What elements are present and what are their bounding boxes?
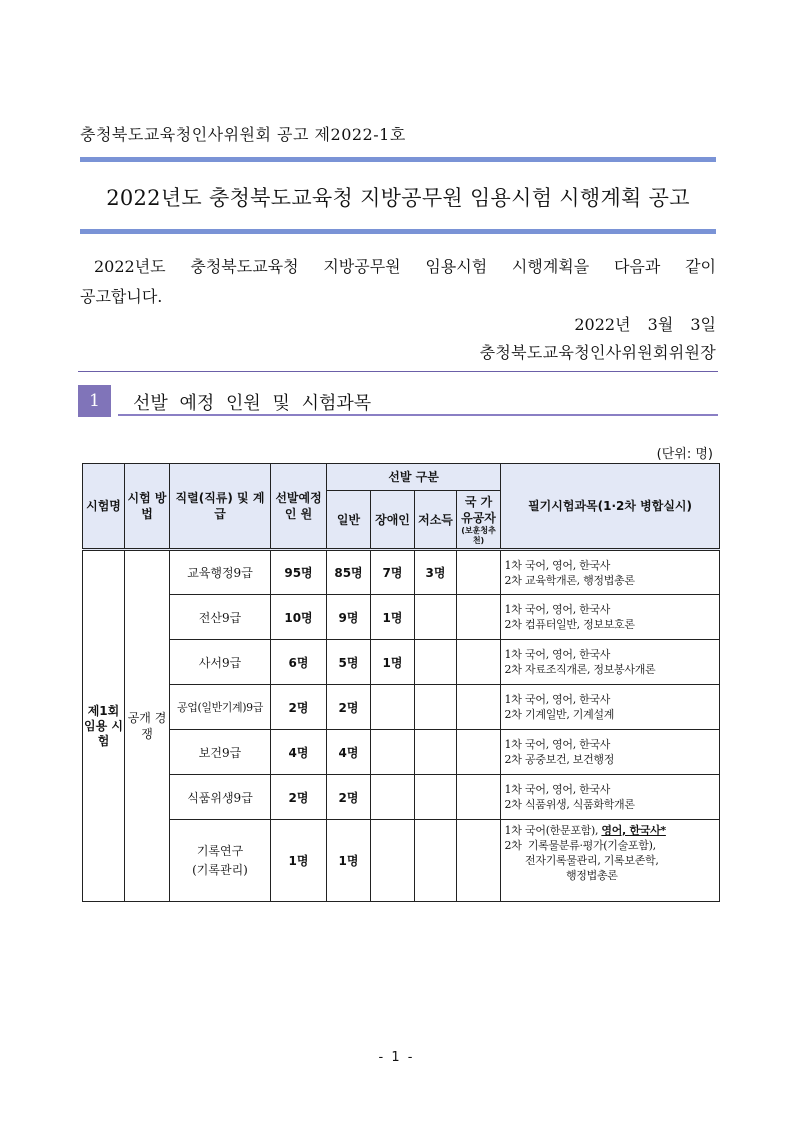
recruitment-table [82, 463, 720, 902]
job-cell: 사서9급 [170, 640, 271, 685]
job-cell: 공업(일반기계)9급 [170, 685, 271, 730]
subjects-cell [501, 550, 720, 595]
table-row [83, 640, 720, 685]
stage-2-subjects: 공중보건, 보건행정 [525, 753, 615, 766]
veteran-cell [457, 730, 501, 775]
stage-1-subjects-emphasis: 영어, 한국사* [601, 824, 666, 837]
stage-1-subjects: 국어, 영어, 한국사 [525, 693, 611, 706]
total-cell: 2명 [271, 685, 327, 730]
veteran-cell [457, 775, 501, 820]
job-cell: 전산9급 [170, 595, 271, 640]
announcement-line-2: 공고합니다. [80, 287, 163, 306]
stage-2-subjects: 기계일반, 기계설계 [525, 708, 615, 721]
job-cell: 보건9급 [170, 730, 271, 775]
table-row [83, 550, 720, 595]
page-number: - 1 - [378, 1050, 415, 1065]
general-cell: 4명 [327, 730, 371, 775]
header-planned: 선발예정 인 원 [271, 464, 327, 550]
low-income-cell [415, 820, 457, 902]
table-row [83, 775, 720, 820]
subjects-cell [501, 595, 720, 640]
exam-method-cell: 공개 경쟁 [125, 550, 170, 902]
header-general: 일반 [327, 491, 371, 550]
section-rule-bottom [118, 414, 718, 416]
issuer: 충청북도교육청인사위원회위원장 [479, 343, 716, 362]
veteran-cell [457, 820, 501, 902]
job-cell: 교육행정9급 [170, 550, 271, 595]
table-row [83, 730, 720, 775]
general-cell: 5명 [327, 640, 371, 685]
total-cell: 2명 [271, 775, 327, 820]
job-cell: 식품위생9급 [170, 775, 271, 820]
notice-number: 충청북도교육청인사위원회 공고 제2022-1호 [80, 125, 406, 144]
general-cell: 1명 [327, 820, 371, 902]
disabled-cell: 1명 [371, 640, 415, 685]
stage-2-subjects: 교육학개론, 행정법총론 [525, 573, 635, 587]
stage-1-label: 1차 [504, 648, 522, 661]
title-rule-top [80, 157, 716, 162]
disabled-cell: 7명 [371, 550, 415, 595]
general-cell: 2명 [327, 685, 371, 730]
stage-2-label: 2차 [504, 663, 522, 676]
stage-2-label: 2차 [504, 753, 522, 766]
header-veteran [457, 491, 501, 550]
total-cell: 4명 [271, 730, 327, 775]
section-title: 선발 예정 인원 및 시험과목 [133, 393, 372, 414]
general-cell: 2명 [327, 775, 371, 820]
stage-2-label: 2차 [504, 839, 522, 852]
table-row [83, 685, 720, 730]
total-cell: 95명 [271, 550, 327, 595]
job-line-1: 기록연구 [196, 843, 244, 858]
stage-1-subjects: 국어, 영어, 한국사 [525, 603, 611, 616]
stage-2-subjects: 자료조직개론, 정보봉사개론 [525, 663, 656, 676]
stage-2-subjects: 컴퓨터일반, 정보보호론 [525, 618, 635, 631]
low-income-cell [415, 595, 457, 640]
job-line-2: (기록관리) [192, 862, 248, 877]
header-job: 직렬(직류) 및 계급 [170, 464, 271, 550]
subjects-cell [501, 820, 720, 902]
subjects-cell [501, 640, 720, 685]
total-cell: 1명 [271, 820, 327, 902]
disabled-cell [371, 730, 415, 775]
stage-2-label: 2차 [504, 798, 522, 811]
veteran-cell [457, 685, 501, 730]
stage-1-subjects: 국어, 영어, 한국사 [525, 558, 611, 572]
stage-1-label: 1차 [504, 824, 522, 837]
table-row [83, 595, 720, 640]
general-cell: 85명 [327, 550, 371, 595]
title-rule-bottom [80, 229, 716, 234]
announcement-text [80, 252, 716, 312]
low-income-cell [415, 640, 457, 685]
stage-1-label: 1차 [504, 693, 522, 706]
stage-2-label: 2차 [504, 708, 522, 721]
job-cell [170, 820, 271, 902]
header-veteran-note: (보훈청추천) [461, 525, 496, 545]
unit-label: (단위: 명) [656, 447, 713, 462]
veteran-cell [457, 550, 501, 595]
header-low-income: 저소득 [415, 491, 457, 550]
disabled-cell [371, 775, 415, 820]
exam-name-cell: 제1회 임용 시험 [83, 550, 125, 902]
section-rule-top [78, 371, 718, 372]
stage-2-subjects-line-2: 전자기록물관리, 기록보존학, [525, 854, 659, 867]
general-cell: 9명 [327, 595, 371, 640]
total-cell: 6명 [271, 640, 327, 685]
subjects-cell [501, 730, 720, 775]
header-method: 시험 방법 [125, 464, 170, 550]
table-row [83, 820, 720, 902]
header-veteran-label: 국 가 유공자 [461, 494, 496, 525]
low-income-cell [415, 775, 457, 820]
total-cell: 10명 [271, 595, 327, 640]
stage-1-label: 1차 [504, 738, 522, 751]
veteran-cell [457, 640, 501, 685]
stage-1-label: 1차 [504, 783, 522, 796]
stage-1-subjects: 국어(한문포함), [525, 824, 599, 837]
document-title: 2022년도 충청북도교육청 지방공무원 임용시험 시행계획 공고 [106, 186, 690, 210]
header-disabled: 장애인 [371, 491, 415, 550]
low-income-cell [415, 730, 457, 775]
stage-2-subjects-line-3: 행정법총론 [565, 869, 618, 882]
header-category: 선발 구분 [327, 464, 501, 491]
stage-1-subjects: 국어, 영어, 한국사 [525, 648, 611, 661]
stage-2-subjects: 식품위생, 식품화학개론 [525, 798, 635, 811]
header-subjects: 필기시험과목(1·2차 병합실시) [501, 464, 720, 550]
announcement-line-1: 2022년도 충청북도교육청 지방공무원 임용시험 시행계획을 다음과 같이 [94, 257, 716, 276]
stage-1-subjects: 국어, 영어, 한국사 [525, 783, 611, 796]
subjects-cell [501, 775, 720, 820]
stage-2-label: 2차 [504, 618, 522, 631]
disabled-cell [371, 685, 415, 730]
stage-2-label: 2차 [504, 573, 522, 587]
stage-1-subjects: 국어, 영어, 한국사 [525, 738, 611, 751]
stage-1-label: 1차 [504, 603, 522, 616]
section-number-badge: 1 [78, 385, 111, 417]
low-income-cell [415, 685, 457, 730]
stage-2-subjects-line-1: 기록물분류·평가(기술포함), [527, 839, 656, 852]
disabled-cell: 1명 [371, 595, 415, 640]
subjects-cell [501, 685, 720, 730]
header-exam: 시험명 [83, 464, 125, 550]
disabled-cell [371, 820, 415, 902]
low-income-cell: 3명 [415, 550, 457, 595]
announcement-date: 2022년 3월 3일 [574, 315, 716, 334]
stage-1-label: 1차 [504, 558, 522, 572]
veteran-cell [457, 595, 501, 640]
